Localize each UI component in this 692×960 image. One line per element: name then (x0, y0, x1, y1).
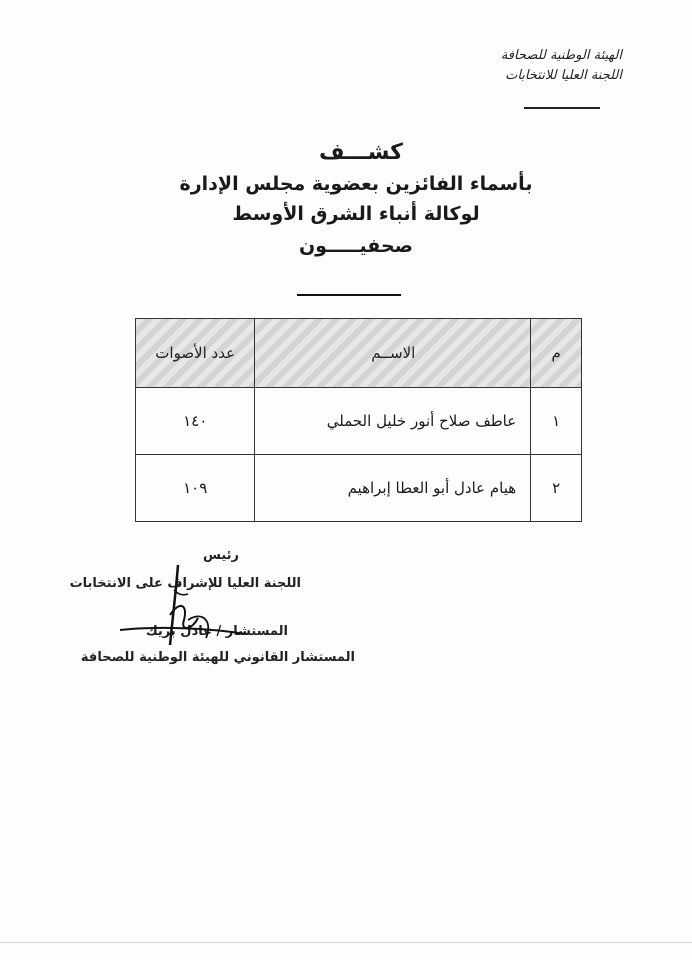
handwritten-signature (118, 560, 248, 680)
header-underline (524, 107, 600, 109)
signatory-position: المستشار القانوني للهيئة الوطنية للصحافة (80, 650, 355, 665)
results-table (135, 318, 582, 522)
document-title: كشـــف (319, 140, 403, 165)
row-votes: ١٤٠ (136, 388, 255, 455)
page-bottom-edge (0, 942, 692, 943)
row-name: هيام عادل أبو العطا إبراهيم (255, 455, 531, 522)
header-votes: عدد الأصوات (136, 319, 255, 388)
table-row (136, 455, 582, 522)
organization-name: الهيئة الوطنية للصحافة (500, 48, 622, 63)
table-row (136, 388, 582, 455)
title-line-2: لوكالة أنباء الشرق الأوسط (232, 203, 480, 225)
signatory-committee: اللجنة العليا للإشراف على الانتخابات (69, 576, 301, 591)
table-header-row (136, 319, 582, 388)
signatory-role: رئيس (202, 548, 239, 563)
row-number: ١ (531, 388, 582, 455)
category-underline (297, 294, 401, 296)
signatory-name: المستشار / عادل بريك (145, 624, 288, 639)
title-line-1: بأسماء الفائزين بعضوية مجلس الإدارة (179, 173, 533, 195)
document-title-block (0, 140, 692, 257)
category-title: صحفيـــــون (298, 235, 414, 257)
committee-name: اللجنة العليا للانتخابات (505, 68, 622, 83)
header-name: الاســم (255, 319, 531, 388)
row-number: ٢ (531, 455, 582, 522)
organization-header (412, 46, 622, 86)
row-name: عاطف صلاح أنور خليل الحملي (255, 388, 531, 455)
header-number: م (531, 319, 582, 388)
row-votes: ١٠٩ (136, 455, 255, 522)
